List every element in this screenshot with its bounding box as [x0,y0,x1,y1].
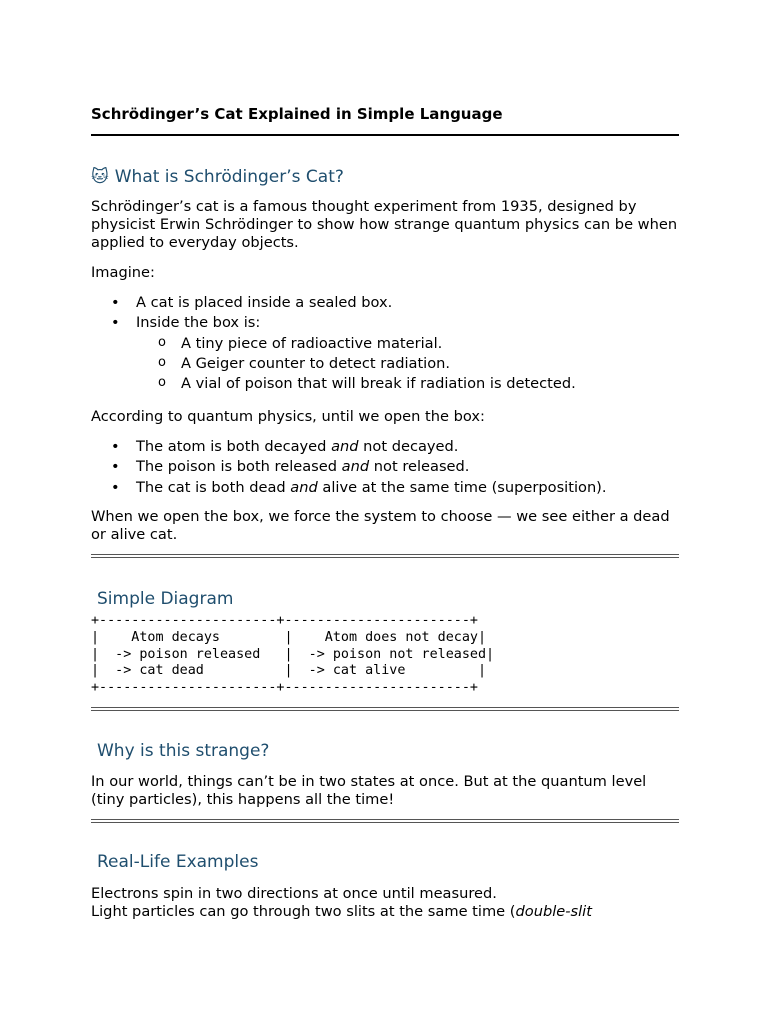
emphasis-text: and [341,458,370,476]
list-item-text: The poison is both released [136,458,342,476]
list-item [91,478,607,498]
section-divider [91,707,679,711]
heading-diagram [91,588,233,610]
list-item-text: not decayed. [358,438,459,455]
title-underline [91,134,679,136]
heading-examples [91,851,258,873]
bullet-icon: • [111,294,120,311]
heading-examples-text: Real-Life Examples [97,852,259,872]
list-item-text: The atom is both decayed [136,438,332,455]
setup-list [91,293,576,394]
cat-face-icon: 🐱 [91,167,109,187]
list-item [91,437,607,457]
list-item-text: The cat is both dead [136,478,291,496]
emphasis-text: and [331,438,359,455]
example-text: Electrons spin in two directions at once until measured. [91,885,497,902]
circle-bullet-icon: o [158,334,166,350]
ascii-diagram: +----------------------+-----------------------+ | Atom decays | Atom does not decay| | -> poison released | -> poison not released| | -> cat dead | -> cat alive | +----------------------+-----------------------+ [91,613,495,696]
section-divider [91,819,679,823]
sub-list-item [136,334,576,354]
emphasis-text: and [290,478,318,496]
bullet-icon: • [111,438,120,455]
bullet-icon: • [111,478,120,496]
list-item-text: Inside the box is: [136,314,261,332]
sub-list-item [136,374,576,394]
intro-paragraph: Schrödinger’s cat is a famous thought experiment from 1935, designed by physicist Erwin Schrödinger to show how strange quantum physics can be when applied to everyday objects. [91,198,678,251]
heading-why-strange [91,740,269,762]
list-item [91,457,607,477]
sub-list-item-text: A tiny piece of radioactive material. [181,334,443,352]
example-text: Light particles can go through two slits at the same time ( [91,903,516,920]
quantum-lead [91,408,679,426]
example-line-light [91,903,679,921]
heading-diagram-text: Simple Diagram [97,589,234,609]
list-item [91,313,576,394]
circle-bullet-icon: o [158,375,166,391]
list-item-text: not released. [369,458,470,476]
heading-why-strange-text: Why is this strange? [97,741,270,761]
emphasis-text: double-slit [515,903,592,920]
example-line-electrons [91,885,679,903]
section-divider [91,554,679,558]
list-item [91,293,576,313]
conclusion-paragraph: When we open the box, we force the system to choose — we see either a dead or alive cat. [91,508,670,543]
list-item-text: alive at the same time (superposition). [317,478,607,496]
sub-list-item-text: A Geiger counter to detect radiation. [181,354,451,372]
bullet-icon: • [111,458,120,476]
why-paragraph: In our world, things can’t be in two states at once. But at the quantum level (tiny particles), this happens all the time! [91,773,647,808]
heading-what-is-text: What is Schrödinger’s Cat? [114,167,344,187]
superposition-list [91,437,607,498]
list-item-text: A cat is placed inside a sealed box. [136,294,393,311]
heading-what-is [91,166,344,188]
circle-bullet-icon: o [158,354,166,370]
sub-list-item [136,354,576,374]
bullet-icon: • [111,314,120,332]
document-title: Schrödinger’s Cat Explained in Simple Language [91,105,503,123]
box-contents-list [136,334,576,395]
sub-list-item-text: A vial of poison that will break if radiation is detected. [181,375,576,393]
imagine-label: Imagine: [91,264,155,281]
quantum-lead-text: According to quantum physics, until we open the box: [91,408,485,425]
